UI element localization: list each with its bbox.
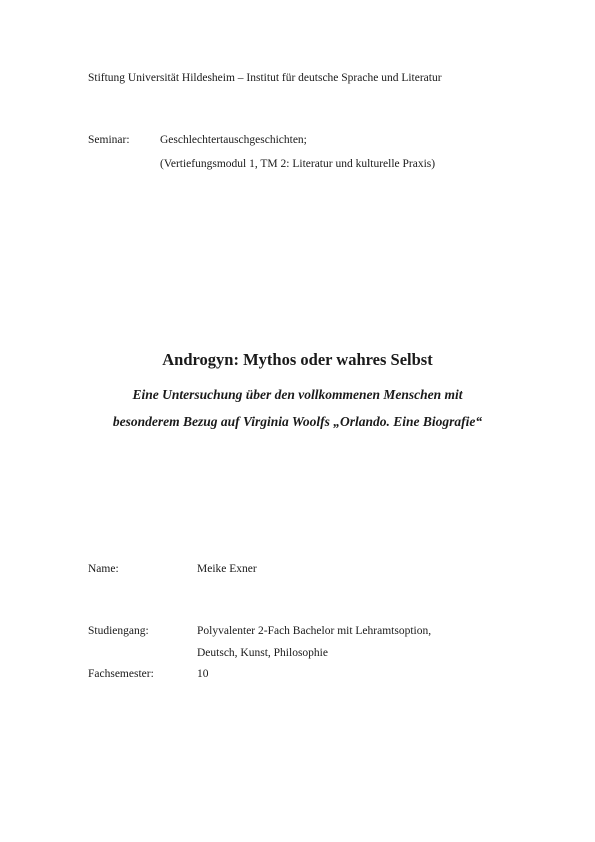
seminar-title: Geschlechtertauschgeschichten;: [160, 134, 307, 146]
thesis-title: Androgyn: Mythos oder wahres Selbst: [162, 350, 433, 369]
name-label: Name:: [88, 563, 119, 575]
study-label: Studiengang:: [88, 625, 149, 637]
institution-header: Stiftung Universität Hildesheim – Institut für deutsche Sprache und Literatur: [88, 72, 442, 84]
seminar-module: (Vertiefungsmodul 1, TM 2: Literatur und kulturelle Praxis): [160, 158, 436, 170]
seminar-label: Seminar:: [88, 134, 130, 146]
thesis-subtitle-line1: Eine Untersuchung über den vollkommenen Menschen mit: [132, 387, 463, 402]
study-value-line2: Deutsch, Kunst, Philosophie: [197, 647, 328, 659]
thesis-subtitle-line2: besonderem Bezug auf Virginia Woolfs „Orlando. Eine Biografie“: [112, 414, 483, 429]
name-value: Meike Exner: [197, 563, 257, 575]
semester-label: Fachsemester:: [88, 668, 154, 680]
study-value-line1: Polyvalenter 2-Fach Bachelor mit Lehramtsoption,: [197, 625, 432, 637]
semester-value: 10: [197, 668, 209, 680]
